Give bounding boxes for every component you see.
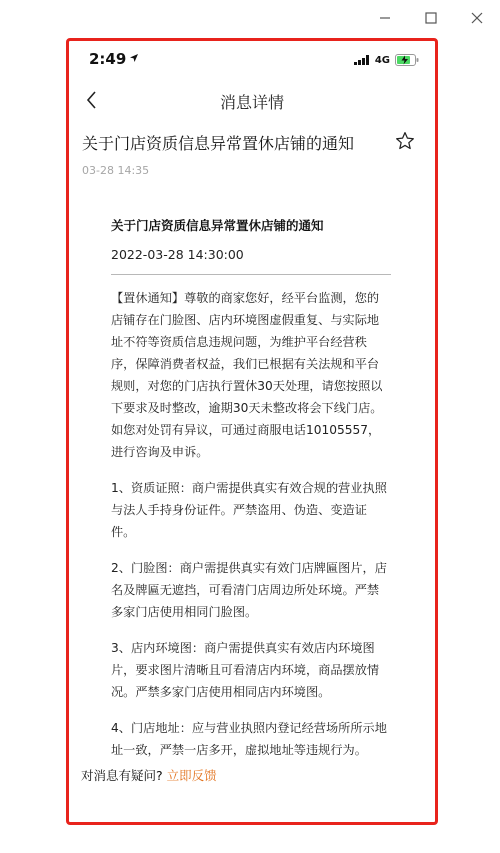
message-header bbox=[82, 131, 422, 177]
notice-document bbox=[111, 216, 391, 775]
maximize-button[interactable] bbox=[408, 0, 454, 36]
status-bar bbox=[69, 41, 435, 79]
phone-screen bbox=[66, 38, 438, 825]
window-controls bbox=[362, 0, 500, 36]
feedback-footer bbox=[81, 766, 217, 784]
maximize-icon bbox=[425, 12, 437, 24]
paragraph-notice: 【置休通知】尊敬的商家您好，经平台监测，您的店铺存在门脸图、店内环境图虚假重复、与实际地址不符等资质信息违规问题，为维护平台经营秩序，保障消费者权益，我们已根据有关法规和平台规则，对您的门店执行置休30天处理，请您按照以下要求及时整改，逾期30天未整改将会下线门店。如您对处罚有异议，可通过商服电话10105557，进行咨询及申诉。 bbox=[111, 291, 383, 459]
feedback-question: 对消息有疑问? bbox=[81, 768, 167, 783]
paragraph-interior: 3、店内环境图：商户需提供真实有效店内环境图片，要求图片清晰且可看清店内环境，商品摆放情况。严禁多家门店使用相同店内环境图。 bbox=[111, 641, 380, 699]
message-time: 03-28 14:35 bbox=[82, 164, 150, 177]
signal-icon bbox=[354, 55, 370, 65]
paragraph-license: 1、资质证照：商户需提供真实有效合规的营业执照与法人手持身份证件。严禁盗用、伪造、变造证件。 bbox=[111, 481, 387, 539]
nav-bar bbox=[69, 79, 435, 121]
favorite-button[interactable] bbox=[395, 131, 415, 151]
message-title: 关于门店资质信息异常置休店铺的通知 bbox=[82, 134, 355, 153]
feedback-link[interactable]: 立即反馈 bbox=[166, 768, 217, 783]
close-icon bbox=[471, 12, 483, 24]
network-type: 4G bbox=[374, 54, 390, 66]
battery-charging-icon bbox=[395, 54, 419, 66]
minimize-button[interactable] bbox=[362, 0, 408, 36]
document-body bbox=[111, 287, 391, 761]
star-outline-icon bbox=[395, 131, 415, 151]
paragraph-storefront: 2、门脸图：商户需提供真实有效门店牌匾图片，店名及牌匾无遮挡，可看清门店周边所处环境。严禁多家门店使用相同门脸图。 bbox=[111, 561, 387, 619]
page-title: 消息详情 bbox=[219, 93, 284, 112]
status-time: 2:49 bbox=[89, 50, 127, 68]
document-datetime: 2022-03-28 14:30:00 bbox=[111, 247, 244, 262]
divider bbox=[111, 274, 391, 275]
close-button[interactable] bbox=[454, 0, 500, 36]
minimize-icon bbox=[379, 12, 391, 24]
status-indicators bbox=[354, 54, 419, 66]
document-title: 关于门店资质信息异常置休店铺的通知 bbox=[111, 218, 324, 233]
location-arrow-icon bbox=[129, 53, 139, 63]
paragraph-address: 4、门店地址：应与营业执照内登记经营场所所示地址一致，严禁一店多开，虚拟地址等违规行为。 bbox=[111, 721, 387, 757]
